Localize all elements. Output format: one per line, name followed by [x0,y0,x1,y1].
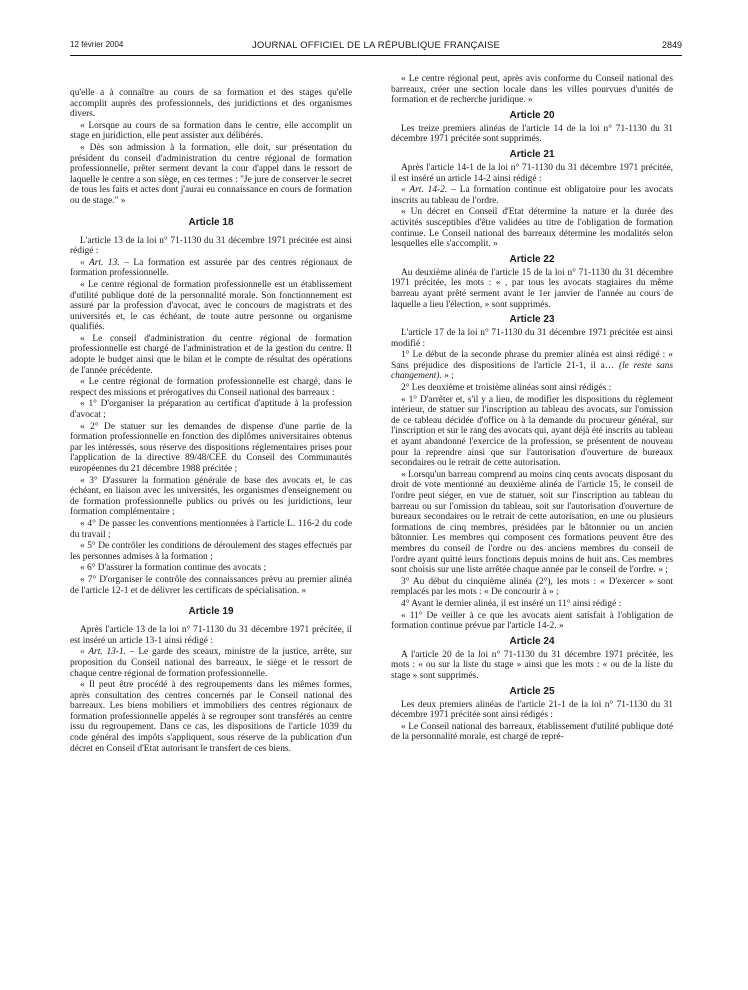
journal-title: JOURNAL OFFICIEL DE LA RÉPUBLIQUE FRANÇAISE [251,40,501,51]
page-number: 2849 [661,40,682,50]
article-heading: Article 18 [188,216,234,228]
paragraph-text: 3° Au début du cinquième alinéa (2°), les mots : « D'exercer » sont remplacés par les mots : « De concourir à » ; [391,576,673,598]
article-heading: Article 19 [188,606,234,618]
paragraph-text: « 1° D'arrêter et, s'il y a lieu, de modifier les dispositions du règlement intérieur, de statuer sur l'inscription au tableau des avocats, sur l'omission de ce tableau décidée d'office ou à la demande du procureur général, sur l'inscription et sur le rang des avocats qui, ayant déjà été inscrits au tableau et ayant abandonné l'exercice de la profession, se présentent de nouveau pour la reprendre ainsi que sur l'autorisation d'ouverture de bureaux secondaires ou le retrait de cette autorisation. [391,394,673,469]
paragraph [391,383,673,394]
article-reference: « Art. 13. [80,257,120,268]
paragraph [391,207,673,249]
article-heading: Article 24 [509,635,555,647]
paragraph [70,334,352,376]
paragraph-text: Les deux premiers alinéas de l'article 21-1 de la loi n° 71-1130 du 31 décembre 1971 précitée sont ainsi rédigés : [391,699,673,721]
paragraph [70,399,352,420]
paragraph [391,577,673,598]
paragraph-text-end: » ; [441,371,454,382]
paragraph-text: « 11° De veiller à ce que les avocats aient satisfait à l'obligation de formation continue prévue par l'article 14-2. » [391,610,673,632]
paragraph-text: « Il peut être procédé à des regroupements dans les mêmes formes, après consultation des centres concernés par le Conseil national des barreaux. Les biens mobiliers et immobiliers des centres régionaux de formation professionnelle appelés à se regrouper sont transférés au centre issu du regroupement. Dans ce cas, les dispositions de l'article 1039 du code général des impôts s'appliquent, sous réserve de la publication d'un décret en Conseil d'Etat autorisant le transfert de ces biens. [70,680,352,754]
paragraph [391,328,673,349]
paragraph-text: Les treize premiers alinéas de l'article 14 de la loi n° 71-1130 du 31 décembre 1971 précitée sont supprimés. [391,123,673,145]
paragraph-text: « Le centre régional peut, après avis conforme du Conseil national des barreaux, créer une section locale dans les villes pourvues d'unités de formation et de recherche juridique. » [391,74,673,106]
paragraph [391,611,673,632]
paragraph-text: « 6° D'assurer la formation continue des avocats ; [80,563,267,574]
paragraph-text: « 1° D'organiser la préparation au certificat d'aptitude à la profession d'avocat ; [70,399,352,421]
paragraph [391,350,673,382]
paragraph-text: « Un décret en Conseil d'Etat détermine la nature et la durée des activités susceptibles d'être validées au titre de l'obligation de formation continue. Le Conseil national des barreaux détermine les modalités selon lesquelles elle s'accomplit. » [391,207,673,250]
paragraph [70,575,352,596]
paragraph-text: « Le Conseil national des barreaux, établissement d'utilité publique doté de la personnalité morale, est chargé de repré- [391,721,673,743]
paragraph [391,163,673,184]
paragraph [70,280,352,333]
header-date: 12 février 2004 [70,40,124,49]
article-reference: « Art. 14-2. [401,185,448,196]
paragraph-text: « Le centre régional de formation professionnelle est un établissement d'utilité publique doté de la personnalité morale. Son fonctionnement est assuré par la profession d'avocat, avec le concours de magistrats et des universités et, le cas échéant, de toute autre personne ou organisme qualifiés. [70,279,352,333]
paragraph-text: A l'article 20 de la loi n° 71-1130 du 31 décembre 1971 précitée, les mots : « ou sur la liste du stage » ainsi que les mots : « ou de la liste du stage » sont supprimés. [391,649,673,681]
left-column [70,88,352,755]
article-reference: « Art. 13-1. [80,647,126,658]
paragraph-text: « Dès son admission à la formation, elle doit, sur présentation du président du conseil d'administration du centre régional de formation professionnelle, prêter serment devant la cour d'appel dans le ressort de laquelle le centre a son siège, en ces termes : "Je jure de conserver le secret de tous les faits et actes dont j'aurai eu connaissance en cours de formation ou de stage." » [70,142,352,206]
article-heading: Article 22 [509,253,555,265]
paragraph [70,563,352,574]
paragraph-text: 1° Le début de la seconde phrase du premier alinéa est ainsi rédigé : « Sans préjudice des dispositions de l'article 21-1, il a… [391,350,673,371]
paragraph-text: L'article 17 de la loi n° 71-1130 du 31 décembre 1971 précitée est ainsi modifié : [391,328,673,349]
paragraph [70,680,352,754]
paragraph [70,519,352,540]
paragraph-text: « Lorsque au cours de sa formation dans le centre, elle accomplit un stage en juridiction, elle peut assister aux délibérés. [70,120,352,142]
paragraph [391,599,673,610]
paragraph-text: 2° Les deuxième et troisième alinéas sont ainsi rédigés : [401,383,612,394]
paragraph [70,143,352,207]
paragraph-text: « Lorsqu'un barreau comprend au moins cinq cents avocats disposant du droit de vote mentionné au deuxième alinéa de l'article 15, le conseil de l'ordre peut siéger, en vue de statuer, soit sur l'inscription au tableau du barreau ou sur l'omission du tableau, soit sur l'autorisation d'ouverture de bureaux secondaires ou le retrait de cette autorisation, en une ou plusieurs formations de cinq membres, présidées par le bâtonnier ou un ancien bâtonnier. Les membres qui composent ces formations peuvent être des membres du conseil de l'ordre ou des anciens membres du conseil de l'ordre ayant quitté leurs fonctions depuis moins de huit ans. Ces membres sont choisis sur une liste arrêtée chaque année par le conseil de l'ordre. » ; [391,469,673,576]
paragraph [70,377,352,398]
paragraph-text: « 5° De contrôler les conditions de déroulement des stages effectués par les personnes admises à la formation ; [70,541,352,562]
paragraph-text: « 3° D'assurer la formation générale de base des avocats et, le cas échéant, en liaison avec les universités, les organismes d'enseignement ou de formation professionnelle publics ou privés ou les juridictions, leur formation complémentaire ; [70,475,352,518]
paragraph-text: « Le conseil d'administration du centre régional de formation professionnelle est chargé de l'administration et de la gestion du centre. Il adopte le budget ainsi que le bilan et le compte de résultat des opérations de l'année précédente. [70,333,352,376]
italic-note: (le reste sans changement). [391,360,673,382]
paragraph [70,625,352,646]
paragraph [391,185,673,206]
article-heading: Article 23 [509,314,555,326]
header-rule [70,55,682,56]
paragraph-text: « 4° De passer les conventions mentionnées à l'article L. 116-2 du code du travail ; [70,518,352,540]
paragraph [391,268,673,310]
paragraph-text: Après l'article 14-1 de la loi n° 71-1130 du 31 décembre 1971 précitée, il est inséré un article 14-2 ainsi rédigé : [391,162,673,184]
paragraph-text: « Le centre régional de formation professionnelle est chargé, dans le respect des missions et prérogatives du Conseil national des barreaux : [70,377,352,398]
paragraph [391,470,673,576]
article-heading: Article 20 [509,109,555,121]
paragraph-text: Au deuxième alinéa de l'article 15 de la loi n° 71-1130 du 31 décembre 1971 précitée, les mots : « , par tous les avocats stagiaires du même barreau ayant prêté serment avant le 1er janvier de l'année au cours de laquelle a lieu l'élection, » sont supprimés. [391,267,673,310]
paragraph [70,258,352,279]
right-column [391,74,673,744]
paragraph [70,236,352,257]
paragraph-text: – La formation est assurée par des centres régionaux de formation professionnelle. [70,257,352,279]
paragraph-text: « 7° D'organiser le contrôle des connaissances prévu au premier alinéa de l'article 12-1 et de délivrer les certificats de spécialisation. » [70,574,352,596]
paragraph-text: 4° Avant le dernier alinéa, il est inséré un 11° ainsi rédigé : [401,598,622,609]
page-header [70,40,682,54]
paragraph [391,650,673,682]
paragraph [70,422,352,475]
paragraph-text: qu'elle a à connaître au cours de sa formation et des stages qu'elle accomplit auprès des professionnels, des juridictions et des organismes divers. [70,88,352,120]
paragraph-text: L'article 13 de la loi n° 71-1130 du 31 décembre 1971 précitée est ainsi rédigé : [70,235,352,257]
paragraph [391,722,673,743]
paragraph-text: « 2° De statuer sur les demandes de dispense d'une partie de la formation professionnelle en fonction des diplômes universitaires obtenus par les intéressés, sous réserve des dispositions réglementaires prises pour l'application de la directive 89/48/CEE du Conseil des Communautés européennes du 21 décembre 1988 précitée ; [70,421,352,474]
paragraph [391,124,673,145]
paragraph [70,541,352,562]
paragraph [70,88,352,120]
paragraph-text: – La formation continue est obligatoire pour les avocats inscrits au tableau de l'ordre. [391,185,673,206]
paragraph [70,121,352,142]
paragraph [391,700,673,721]
paragraph-text: – Le garde des sceaux, ministre de la justice, arrête, sur proposition du Conseil national des barreaux, le siège et le ressort de chaque centre régional de formation professionnelle. [70,647,352,679]
paragraph [391,395,673,469]
paragraph [391,74,673,106]
paragraph-text: Après l'article 13 de la loi n° 71-1130 du 31 décembre 1971 précitée, il est inséré un article 13-1 ainsi rédigé : [70,625,352,646]
article-heading: Article 25 [509,685,555,697]
paragraph [70,647,352,679]
paragraph [70,476,352,518]
article-heading: Article 21 [509,148,555,160]
